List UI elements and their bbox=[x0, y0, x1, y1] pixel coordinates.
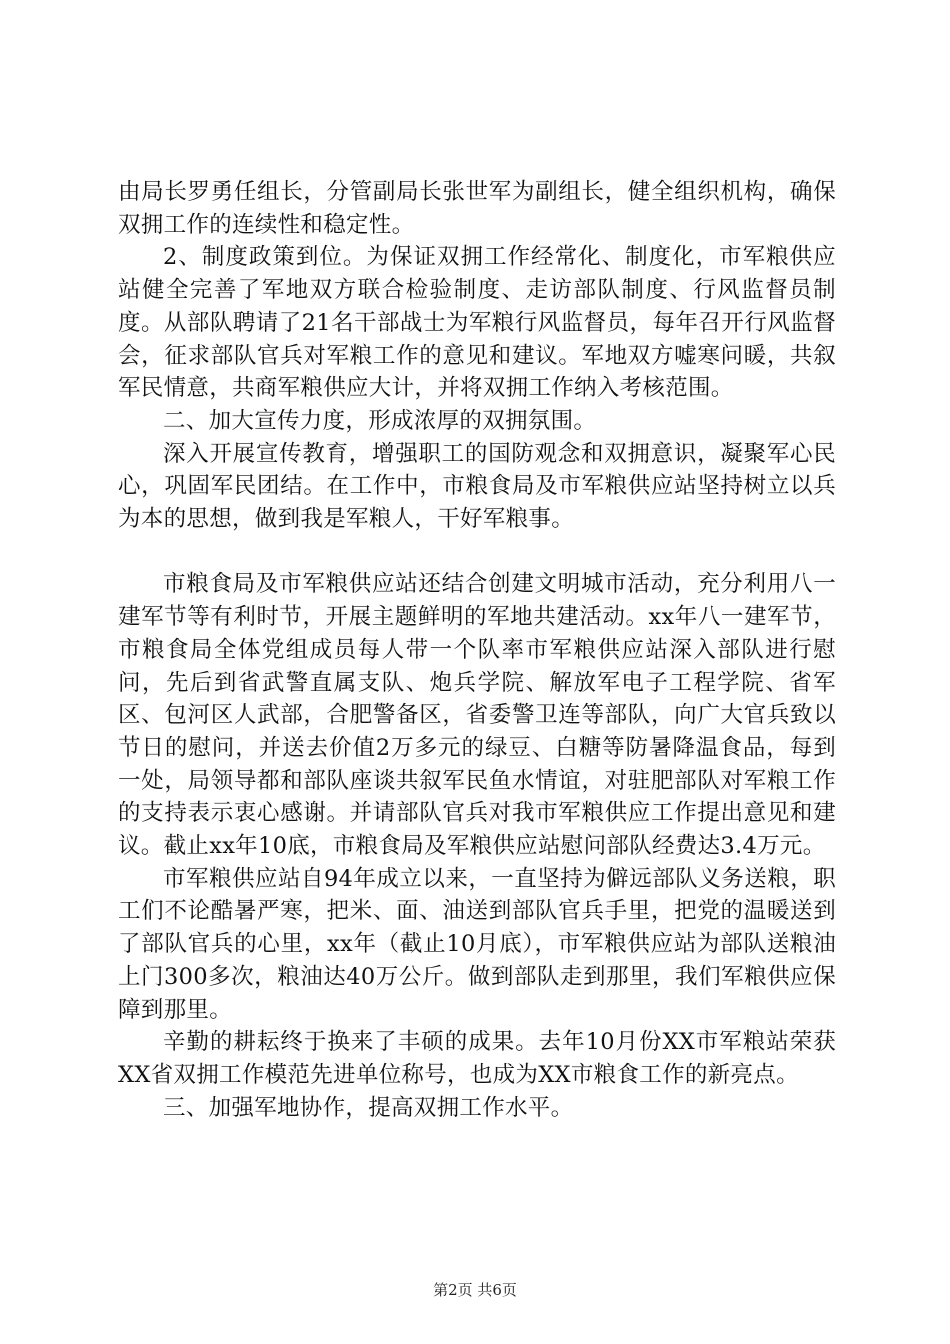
page-number-footer: 第2页 共6页 bbox=[433, 1281, 517, 1299]
paragraph-gap bbox=[118, 536, 836, 569]
paragraph-activities: 市粮食局及市军粮供应站还结合创建文明城市活动，充分利用八一建军节等有利时节，开展主题鲜明的军地共建活动。xx年八一建军节，市粮食局全体党组成员每人带一个队率市军粮供应站深入部队进行慰问，先后到省武警直属支队、炮兵学院、解放军电子工程学院、省军区、包河区人武部，合肥警备区，省委警卫连等部队，向广大官兵致以节日的慰问，并送去价值2万多元的绿豆、白糖等防暑降温食品，每到一处，局领导都和部队座谈共叙军民鱼水情谊，对驻肥部队对军粮工作的支持表示衷心感谢。并请部队官兵对我市军粮供应工作提出意见和建议。截止xx年10底，市粮食局及军粮供应站慰问部队经费达3.4万元。 bbox=[118, 571, 836, 860]
section-heading-publicity: 二、加大宣传力度，形成浓厚的双拥氛围。 bbox=[163, 407, 597, 434]
paragraph-education: 深入开展宣传教育，增强职工的国防观念和双拥意识，凝聚军心民心，巩固军民团结。在工作中，市粮食局及市军粮供应站坚持树立以兵为本的思想，做到我是军粮人，干好军粮事。 bbox=[118, 440, 836, 533]
paragraph-policy: 2、制度政策到位。为保证双拥工作经常化、制度化，市军粮供应站健全完善了军地双方联合检验制度、走访部队制度、行风监督员制度。从部队聘请了21名干部战士为军粮行风监督员，每年召开行风监督会，征求部队官兵对军粮工作的意见和建议。军地双方嘘寒问暖，共叙军民情意，共商军粮供应大计，并将双拥工作纳入考核范围。 bbox=[118, 244, 836, 402]
document-body bbox=[118, 176, 836, 1124]
paragraph-delivery: 市军粮供应站自94年成立以来，一直坚持为僻远部队义务送粮，职工们不论酷暑严寒，把米、面、油送到部队官兵手里，把党的温暖送到了部队官兵的心里，xx年（截止10月底），市军粮供应站为部队送粮油上门300多次，粮油达40万公斤。做到部队走到那里，我们军粮供应保障到那里。 bbox=[118, 865, 836, 1023]
paragraph-achievement: 辛勤的耕耘终于换来了丰硕的成果。去年10月份XX市军粮站荣获XX省双拥工作模范先进单位称号，也成为XX市粮食工作的新亮点。 bbox=[118, 1029, 836, 1088]
paragraph-leadership: 由局长罗勇任组长，分管副局长张世军为副组长，健全组织机构，确保双拥工作的连续性和稳定性。 bbox=[118, 179, 836, 238]
section-heading-cooperation: 三、加强军地协作，提高双拥工作水平。 bbox=[163, 1094, 574, 1121]
